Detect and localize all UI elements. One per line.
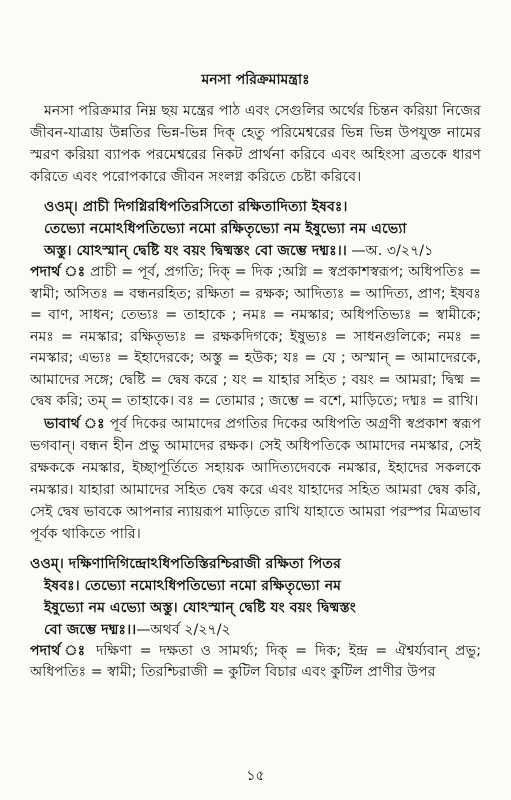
mantra-block-2 [30, 553, 481, 641]
mantra-reference: —অথর্ব ২/২৭/২ [136, 621, 231, 638]
mantra-line: তেভ্যো নমোঽধিপতিভ্যো নমো রক্ষিতৃভ্যো নম ইষুভ্যো নম এভ্যো [44, 221, 407, 237]
mantra-line: ইষুভ্যো নম এভ্যো অস্তু। যোঽস্মান্ দ্বেষ্টি যং বয়ং দ্বিষ্মস্তং [44, 599, 356, 616]
padartha-label: পদার্থ ঃ [30, 642, 89, 659]
mantra-line [30, 619, 481, 641]
word-meaning-paragraph [30, 262, 481, 413]
mantra-line: ইষবঃ। তেভ্যো নমোঽধিপতিভ্যো নমো রক্ষিতৃভ্যো নম [44, 577, 342, 594]
bhavartha-label: ভাবার্থ ঃ [44, 415, 105, 432]
mantra-text: অস্তু। যোঽস্মান্ দ্বেষ্টি যং বয়ং দ্বিষ্মস্তং বো জম্ভে দধ্মঃ।। [44, 243, 347, 259]
padartha-label: পদার্থ ঃ [30, 264, 86, 280]
mantra-line [30, 240, 481, 262]
mantra-line: ওওম্। প্রাচী দিগগ্নিরধিপতিরসিতো রক্ষিতাদিত্যা ইষবঃ। [44, 199, 348, 215]
section-heading: মনসা পরিক্রমামন্ত্রাঃ [201, 72, 310, 88]
intro-paragraph: মনসা পরিক্রমার নিম্ন ছয় মন্ত্রের পাঠ এবং সেগুলির অর্থের চিন্তন করিয়া নিজের জীবন-যাত্রায় উন্নতির ভিন্ন-ভিন্ন দিক্ হেতু পরিমেশ্বরের ভিন্ন ভিন্ন উপযুক্ত নামের স্মরণ করিয়া ব্যাপক পরমেশ্বরের নিকট প্রার্থনা করিবে এবং অহিংসা ব্রতকে ধারণ করিতে এবং পরোপকারে জীবন সংলগ্ন করিতে চেষ্টা করিবে। [30, 103, 481, 185]
mantra-text: বো জম্ভে দধ্মঃ।। [44, 621, 137, 638]
summary-paragraph [30, 413, 481, 545]
padartha-text: দক্ষিণা = দক্ষতা ও সামর্থ্য; দিক্ = দিক; ইন্দ্র = ঐশ্বর্য্যবান্ প্রভু; অধিপতিঃ = স্বামী; তিরশ্চিরাজী = কুটিল বিচার এবং কুটিল প্রাণীর উপর [30, 642, 481, 680]
mantra-line: ওওম্। দক্ষিণাদিগিন্দ্রোঽধিপতিস্তিরশ্চিরাজী রক্ষিতা পিতর [30, 555, 341, 572]
word-meaning-paragraph [30, 641, 481, 684]
bhavartha-text: পূর্ব দিকের আমাদের প্রগতির দিকের অধিপতি অগ্রণী স্বপ্রকাশ স্বরূপ ভগবান্। বন্ধন হীন প্রভু আমাদের রক্ষক। সেই অধিপতিকে আমাদের নমস্কার, সেই রক্ষককে নমস্কার, ইচ্ছাপূর্তিতে সহায়ক আদিত্যদেবকে নমস্কার, ইহাদের সকলকে নমস্কার। যাহারা আমাদের সহিত দ্বেষ করে এবং যাহাদের সহিত আমরা দ্বেষ করি, সেই দ্বেষ ভাবকে আপনার ন্যায়রূপ মাড়িতে রাখি যাহাতে আমরা পরস্পর মিত্রভাব পূর্বক থাকিতে পারি। [30, 415, 481, 542]
mantra-reference: —অ. ৩/২৭/১ [346, 243, 434, 259]
mantra-block-1 [30, 196, 481, 262]
page-number: ১৫ [246, 768, 265, 784]
padartha-text: প্রাচী = পূর্ব, প্রগতি; দিক্ = দিক ;অগ্নি = স্বপ্রকাশস্বরূপ; অধিপতিঃ = স্বামী; অসিতঃ = বন্ধনরহিত; রক্ষিতা = রক্ষক; আদিত্যঃ = আদিত্য, প্রাণ; ইষবঃ = বাণ, সাধন; তেভ্যঃ = তাহাকে ; নমঃ = নমস্কার; অধিপতিভ্যঃ = স্বামীকে; নমঃ = নমস্কার; রক্ষিতৃভ্যঃ = রক্ষকদিগকে; ইষুভ্যঃ = সাধনগুলিকে; নমঃ = নমস্কার; এভ্যঃ = ইহাদেরকে; অস্তু = হউক; যঃ = যে ; অস্মান্ = আমাদেরকে, আমাদের সঙ্গে; দ্বেষ্টি = দ্বেষ করে ; যং = যাহার সহিত ; বয়ং = আমরা; দ্বিষ্ম = দ্বেষ করি; তম্ = তাহাকে। বঃ = তোমার ; জম্ভে = বশে, মাড়িতে; দধ্মঃ = রাখি। [30, 264, 481, 409]
